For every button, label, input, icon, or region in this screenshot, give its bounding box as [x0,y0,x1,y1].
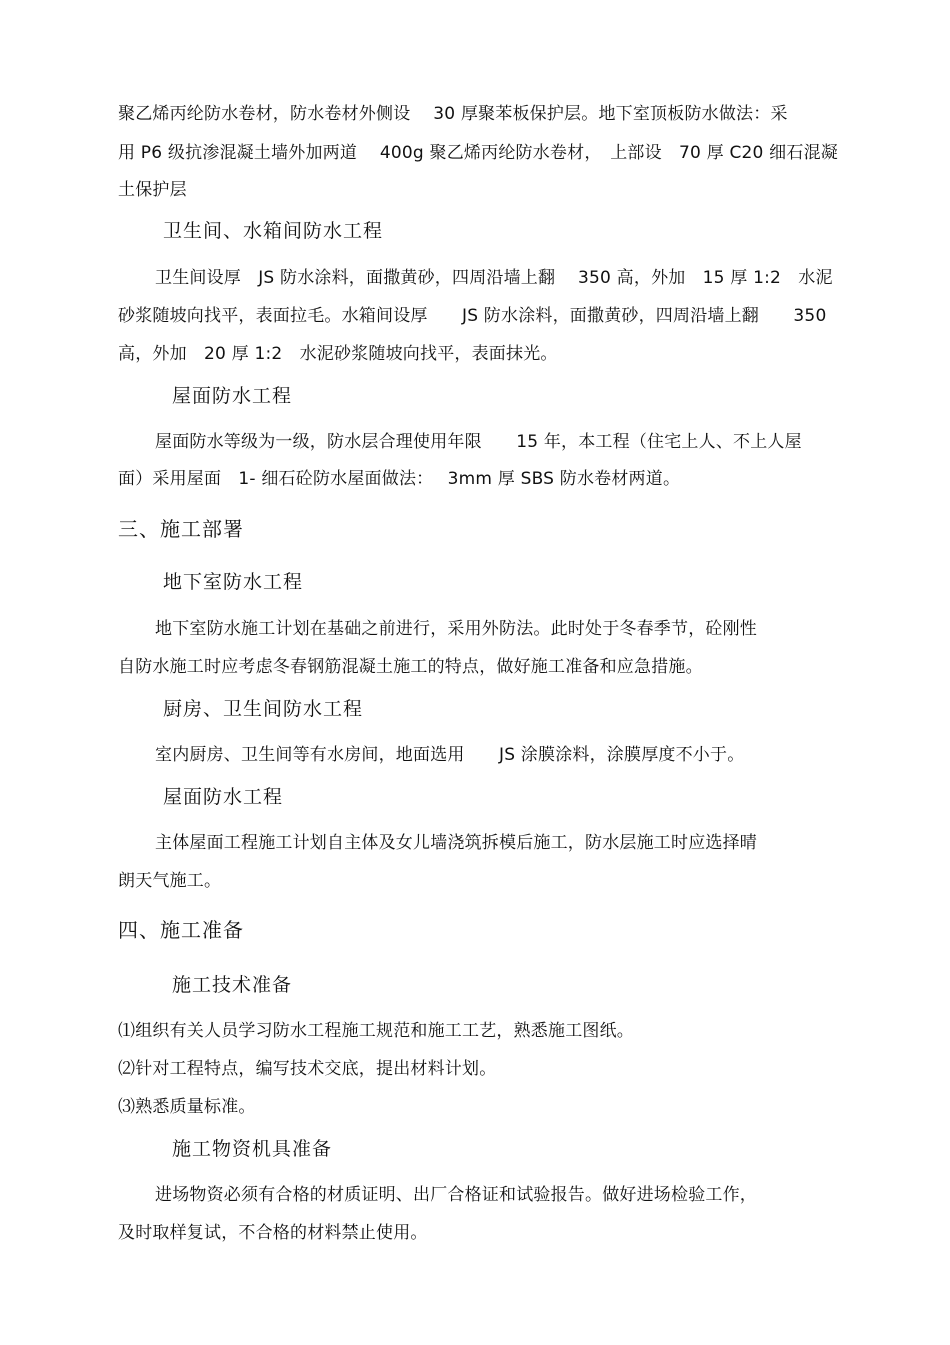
subsection-heading: 厨房、卫生间防水工程 [163,698,364,720]
paragraph-line: 及时取样复试，不合格的材料禁止使用。 [118,1223,428,1243]
paragraph-line: 屋面防水等级为一级，防水层合理使用年限 15 年，本工程（住宅上人、不上人屋 [155,432,802,452]
subsection-heading: 地下室防水工程 [163,571,304,593]
section-heading: 四、施工准备 [118,918,244,942]
subsection-heading: 屋面防水工程 [172,385,293,407]
paragraph-line: 砂浆随坡向找平，表面拉毛。水箱间设厚 JS 防水涂料，面撒黄砂，四周沿墙上翻 350 [118,306,827,326]
paragraph-line: 卫生间设厚 JS 防水涂料，面撒黄砂，四周沿墙上翻 350 高，外加 15 厚 1:2 水泥 [155,268,833,288]
subsection-heading: 屋面防水工程 [163,786,284,808]
subsection-heading: 施工物资机具准备 [172,1138,333,1160]
list-item: ⑵针对工程特点，编写技术交底，提出材料计划。 [118,1059,497,1079]
paragraph-line: 面）采用屋面 1- 细石砼防水屋面做法： 3mm 厚 SBS 防水卷材两道。 [118,469,681,489]
paragraph-line: 聚乙烯丙纶防水卷材，防水卷材外侧设 30 厚聚苯板保护层。地下室顶板防水做法：采 [118,104,788,124]
list-item: ⑶熟悉质量标准。 [118,1097,256,1117]
paragraph-line: 土保护层 [118,180,187,200]
subsection-heading: 卫生间、水箱间防水工程 [163,220,384,242]
list-item: ⑴组织有关人员学习防水工程施工规范和施工工艺，熟悉施工图纸。 [118,1021,634,1041]
paragraph-line: 高，外加 20 厚 1:2 水泥砂浆随坡向找平，表面抹光。 [118,344,558,364]
paragraph-line: 室内厨房、卫生间等有水房间，地面选用 JS 涂膜涂料，涂膜厚度不小于。 [155,745,745,765]
paragraph-line: 自防水施工时应考虑冬春钢筋混凝土施工的特点，做好施工准备和应急措施。 [118,657,703,677]
paragraph-line: 主体屋面工程施工计划自主体及女儿墙浇筑拆模后施工，防水层施工时应选择晴 [155,833,757,853]
section-heading: 三、施工部署 [118,517,244,541]
paragraph-line: 地下室防水施工计划在基础之前进行，采用外防法。此时处于冬春季节，砼刚性 [155,619,757,639]
paragraph-line: 朗天气施工。 [118,871,222,891]
paragraph-line: 用 P6 级抗渗混凝土墙外加两道 400g 聚乙烯丙纶防水卷材， 上部设 70 厚 C20 细石混凝 [118,143,838,163]
subsection-heading: 施工技术准备 [172,974,293,996]
paragraph-line: 进场物资必须有合格的材质证明、出厂合格证和试验报告。做好进场检验工作， [155,1185,757,1205]
